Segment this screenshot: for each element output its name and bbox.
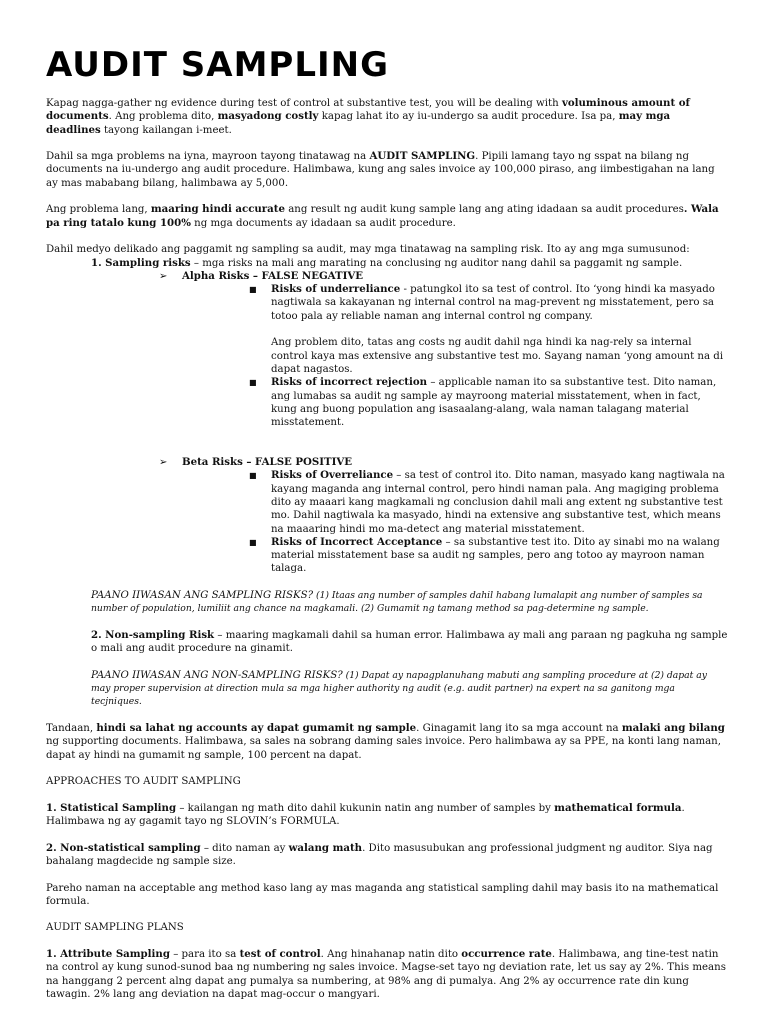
- non-statistical-sampling-item: [46, 842, 728, 869]
- text: – kailangan ng math dito dahil kukunin natin ang number of samples by: [176, 802, 555, 814]
- audit-sampling-paragraph: [46, 150, 728, 190]
- sampling-risk-intro: Dahil medyo delikado ang paggamit ng sampling sa audit, may mga tinatawag na sampling risk. Ito ay ang mga sumusunod:: [46, 244, 690, 256]
- alpha-risks-item: [46, 270, 728, 283]
- text: – applicable naman ito sa substantive test. Dito naman, ang lumabas sa audit ng sample ay mayroong material misstatement, when in fact, kung ang buong population ang isasaalang-alang, wala naman talagang material misstatement.: [271, 377, 717, 429]
- underreliance-item: [46, 283, 728, 323]
- arrow-bullet-icon: ➢: [159, 270, 168, 282]
- text: . Pipili lamang tayo ng sspat na bilang ng documents na iu-undergo ang audit procedure. Halimbawa, kung ang sales invoice ay 100,000 piraso, ang iimbestigahan na lang ay mas mababang bilang, halimbawa ay 5,000.: [46, 151, 715, 189]
- italic-answer: (1) Itaas ang number of samples dahil habang lumalapit ang number of samples sa number of population, lumiliit ang chance na magkamali. (2) Gumamit ng tamang method sa pag-determine ng sample.: [91, 589, 703, 615]
- incorrect-acceptance-item: [46, 536, 728, 576]
- italic-answer: (1) Dapat ay napagplanuhang mabuti ang sampling procedure at (2) dapat ay may proper supervision at direction mula sa mga higher authority ng audit (e.g. audit partner) na expert na sa ganitong mga tecjniques.: [91, 669, 707, 708]
- text: Dahil sa mga problems na iyna, mayroon tayong tinatawag na: [46, 151, 370, 163]
- problem-paragraph: [46, 203, 728, 230]
- bold-text: occurrence rate: [461, 948, 552, 960]
- text: – sa test of control ito. Dito naman, masyado kang nagtiwala na kayang maganda ang internal control, pero hindi naman pala. Ang magiging problema dito ay maaari kang magkamali ng conclusion dahil mali ang extent ng substantive test mo. Dahil nagtiwala ka masyado, hindi na extensive ang substantive test, which means na maaaring hindi mo ma-detect ang material misstatement.: [271, 470, 725, 535]
- text: kapag lahat ito ay iu-undergo sa audit procedure. Isa pa,: [318, 111, 619, 123]
- square-bullet-icon: ■: [249, 378, 257, 388]
- bold-text: AUDIT SAMPLING: [369, 150, 476, 163]
- bold-text: maaring hindi accurate: [150, 203, 285, 216]
- beta-risks-item: [46, 456, 728, 469]
- bold-text: voluminous amount of documents: [46, 97, 690, 123]
- square-bullet-icon: ■: [249, 471, 257, 481]
- arrow-bullet-icon: ➢: [159, 457, 168, 469]
- square-bullet-icon: ■: [249, 285, 257, 295]
- bold-text: masyadong costly: [217, 110, 319, 123]
- bold-text: malaki ang bilang: [621, 721, 725, 734]
- text: . Ginagamit lang ito sa mga account na: [416, 722, 622, 734]
- bold-text: 2. Non-statistical sampling: [46, 841, 201, 854]
- italic-question: PAANO IIWASAN ANG SAMPLING RISKS?: [91, 589, 314, 601]
- comparison-paragraph: Pareho naman na acceptable ang method kaso lang ay mas maganda ang statistical sampling dahil may basis ito na mathematical formula.: [46, 882, 719, 907]
- text: . Halimbawa ng ay gagamit tayo ng SLOVIN’s FORMULA.: [46, 802, 685, 828]
- page-title: AUDIT SAMPLING: [46, 45, 390, 85]
- text: ng supporting documents. Halimbawa, sa sales na sobrang daming sales invoice. Pero halimbawa ay sa PPE, na konti lang naman, dapat ay hindi na gumamit ng sample, 100 percent na dapat.: [46, 736, 721, 761]
- text: - patungkol ito sa test of control. Ito ‘yong hindi ka masyado nagtiwala sa kakayanan ng internal control na mag-prevent ng misstatement, pero sa totoo pala ay reliable naman ang internal control ng company.: [271, 284, 715, 322]
- non-sampling-risk-item: [46, 629, 728, 656]
- bold-text: Risks of incorrect rejection: [271, 376, 428, 389]
- bold-text: Risks of Overreliance: [271, 469, 394, 482]
- incorrect-rejection-item: [46, 376, 728, 429]
- bold-text: 1. Attribute Sampling: [46, 948, 170, 960]
- bold-text: Beta Risks – FALSE POSITIVE: [182, 456, 353, 469]
- text: – dito naman ay: [200, 842, 289, 854]
- bold-text: test of control: [239, 948, 321, 960]
- bold-text: 2. Non-sampling Risk: [91, 628, 215, 641]
- text: ng mga documents ay idadaan sa audit procedure.: [190, 217, 456, 229]
- plans-heading: AUDIT SAMPLING PLANS: [46, 922, 184, 934]
- tandaan-paragraph: [46, 722, 728, 762]
- text: Kapag nagga-gather ng evidence during test of control at substantive test, you will be dealing with: [46, 98, 562, 109]
- bold-text: Risks of underreliance: [271, 283, 401, 296]
- bold-text: may mga deadlines: [46, 110, 671, 136]
- text: . Ang hinahanap natin dito: [320, 949, 462, 960]
- text: ang result ng audit kung sample lang ang ating idadaan sa audit procedures: [284, 204, 684, 216]
- bold-text: hindi sa lahat ng accounts ay dapat gumamit ng sample: [96, 721, 417, 734]
- text: Ang problema lang,: [46, 204, 151, 216]
- avoid-sampling-risks: [46, 589, 728, 616]
- spacer: [46, 429, 728, 456]
- overreliance-item: [46, 469, 728, 535]
- statistical-sampling-item: [46, 802, 728, 829]
- bold-text: Alpha Risks – FALSE NEGATIVE: [182, 269, 364, 282]
- bold-text: . Wala pa ring tatalo kung 100%: [46, 203, 719, 229]
- attribute-sampling-item: [46, 948, 728, 1001]
- bold-text: 1. Sampling risks: [91, 256, 191, 269]
- approaches-heading: APPROACHES TO AUDIT SAMPLING: [46, 776, 241, 788]
- text: . Halimbawa, ang tine-test natin na control ay kung sunod-sunod baa ng numbering ng sales invoice. Magse-set tayo ng deviation rate, let us say ay 2%. This means na hanggang 2 percent alng dapat ang pumalya sa numbering, at 98% ang di pumalya. Ang 2% ay occurrence rate din kung tawagin. 2% lang ang deviation na dapat mag-occur o mangyari.: [46, 949, 726, 1000]
- bold-text: Risks of Incorrect Acceptance: [271, 535, 443, 548]
- text: . Ang problema dito,: [108, 111, 218, 123]
- sampling-risks-item: [46, 257, 728, 270]
- bold-text: walang math: [288, 841, 363, 854]
- text: Tandaan,: [46, 722, 97, 734]
- text: – para ito sa: [169, 949, 240, 960]
- underreliance-extra: Ang problem dito, tatas ang costs ng audit dahil nga hindi ka nag-rely sa internal control kaya mas extensive ang substantive test mo. Sayang naman ‘yong amount na di dapat nagastos.: [271, 337, 724, 375]
- bold-text: mathematical formula: [554, 801, 682, 814]
- text: – maaring magkamali dahil sa human error. Halimbawa ay mali ang paraan ng pagkuha ng sample o mali ang audit procedure na ginamit.: [91, 629, 728, 655]
- square-bullet-icon: ■: [249, 537, 257, 547]
- bold-text: 1. Statistical Sampling: [46, 801, 177, 814]
- text: – sa substantive test ito. Dito ay sinabi mo na walang material misstatement base sa audit ng samples, pero ang totoo ay mayroon naman talaga.: [271, 536, 720, 575]
- intro-paragraph: [46, 97, 728, 137]
- text: . Dito masusubukan ang professional judgment ng auditor. Siya nag bahalang magdecide ng sample size.: [46, 842, 713, 867]
- spacer: [46, 323, 728, 336]
- text: – mga risks na mali ang marating na conclusing ng auditor nang dahil sa paggamit ng sample.: [190, 257, 683, 269]
- italic-question: PAANO IIWASAN ANG NON-SAMPLING RISKS?: [91, 669, 343, 681]
- text: tayong kailangan i-meet.: [100, 124, 232, 136]
- avoid-non-sampling-risks: [46, 669, 728, 709]
- spacer: [46, 576, 728, 589]
